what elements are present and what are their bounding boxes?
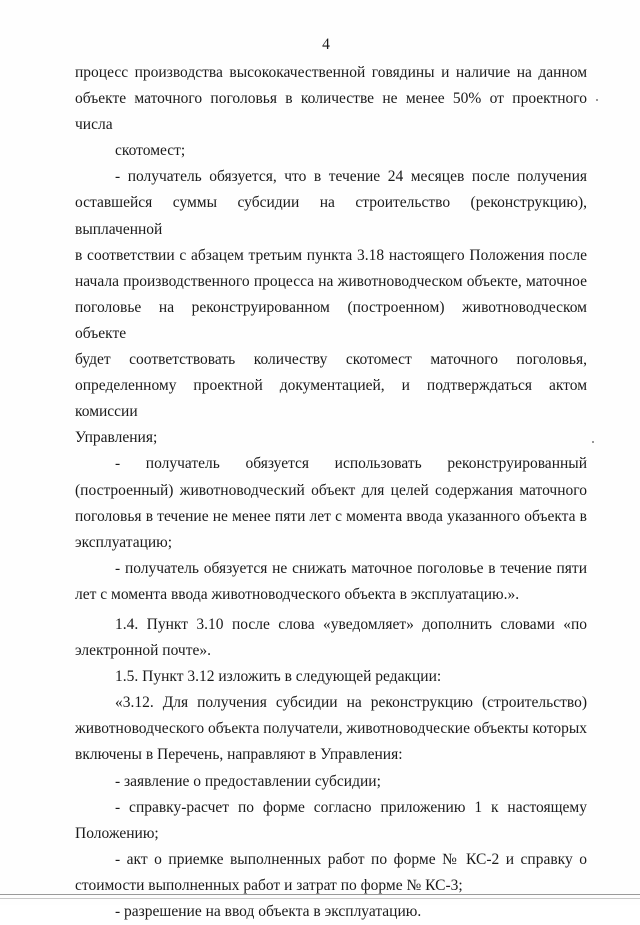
text-line: (построенный) животноводческий объект для целей содержания маточного [75, 481, 587, 499]
text-line: животноводческого объекта получатели, животноводческие объекты которых [75, 720, 587, 738]
paragraph-10 [75, 847, 587, 899]
paragraph-9 [75, 795, 587, 847]
text-line: 1.5. Пункт 3.12 изложить в следующей редакции: [115, 668, 442, 686]
scan-speck [596, 99, 598, 101]
paragraph-6 [75, 664, 587, 690]
paragraph-4 [75, 556, 587, 608]
paragraph-1 [75, 60, 587, 164]
paragraph-3 [75, 451, 587, 555]
document-body [75, 60, 587, 925]
text-line: 1.4. Пункт 3.10 после слова «уведомляет» дополнить словами «по [115, 615, 587, 633]
scan-edge-line [0, 898, 640, 899]
text-line: в соответствии с абзацем третьим пункта 3.18 настоящего Положения после [75, 246, 587, 264]
page-number: 4 [322, 36, 330, 53]
text-line: включены в Перечень, направляют в Управления: [75, 746, 403, 764]
text-line: процесс производства высококачественной говядины и наличие на данном [75, 64, 587, 81]
text-line: - получатель обязуется использовать реконструированный [115, 455, 587, 473]
text-line: «3.12. Для получения субсидии на реконструкцию (строительство) [115, 694, 587, 712]
text-line: начала производственного процесса на животноводческом объекте, маточное [75, 272, 587, 290]
paragraph-5 [75, 612, 587, 664]
text-line: электронной почте». [75, 642, 212, 660]
text-line: стоимости выполненных работ и затрат по форме № КС-3; [75, 876, 463, 894]
scan-edge-line [0, 894, 640, 895]
text-line: Управления; [75, 429, 158, 447]
text-line: эксплуатацию; [75, 533, 173, 551]
text-line: поголовье на реконструированном (построенном) животноводческом объекте [75, 298, 587, 342]
text-line: лет с момента ввода животноводческого объекта в эксплуатацию.». [75, 585, 520, 603]
text-line: - акт о приемке выполненных работ по форме № КС-2 и справку о [115, 850, 587, 868]
text-line: - заявление о предоставлении субсидии; [115, 772, 381, 790]
paragraph-11 [75, 899, 587, 925]
text-line: - справку-расчет по форме согласно приложению 1 к настоящему [115, 798, 587, 816]
text-line: оставшейся суммы субсидии на строительство (реконструкцию), выплаченной [75, 194, 587, 238]
text-line: поголовья в течение не менее пяти лет с момента ввода указанного объекта в [75, 507, 587, 525]
text-line: - разрешение на ввод объекта в эксплуатацию. [115, 903, 422, 920]
text-line: скотомест; [115, 142, 186, 160]
text-line: - получатель обязуется не снижать маточное поголовье в течение пяти [115, 559, 587, 577]
paragraph-8 [75, 769, 587, 795]
paragraph-2 [75, 164, 587, 451]
text-line: Положению; [75, 824, 159, 842]
text-line: будет соответствовать количеству скотомест маточного поголовья, [75, 351, 587, 369]
paragraph-7 [75, 690, 587, 768]
text-line: объекте маточного поголовья в количестве не менее 50% от проектного числа [75, 90, 587, 134]
text-line: определенному проектной документацией, и подтверждаться актом комиссии [75, 377, 587, 421]
scan-speck [592, 441, 594, 443]
text-line: - получатель обязуется, что в течение 24 месяцев после получения [115, 168, 587, 186]
